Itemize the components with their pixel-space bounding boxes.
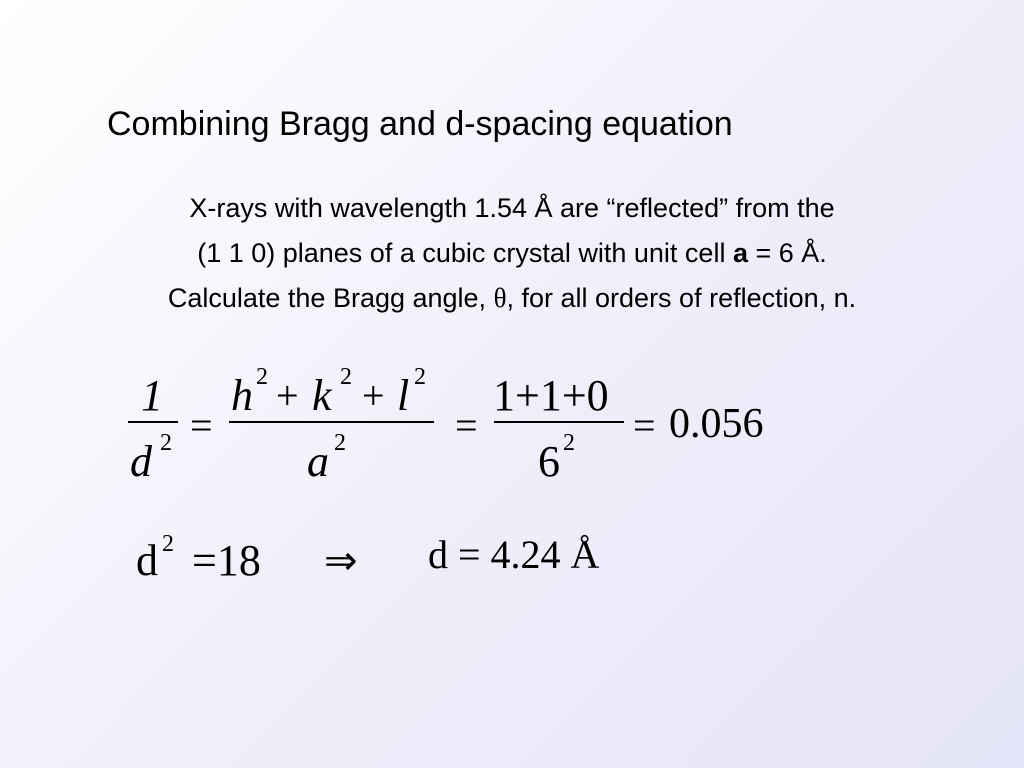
miller-index-l-exponent: 2	[414, 364, 426, 390]
unit-cell-a-exponent: 2	[334, 430, 346, 456]
equation-result: 0.056	[669, 401, 764, 447]
problem-statement	[0, 186, 1024, 321]
d-squared-exponent: 2	[162, 531, 174, 557]
problem-line-2-value: = 6 Å.	[747, 238, 827, 268]
numeric-denominator-exponent: 2	[563, 430, 575, 456]
plus-sign-1: +	[276, 373, 299, 418]
lhs-denominator-exponent: 2	[160, 430, 172, 456]
equals-sign-2: =	[455, 403, 478, 448]
miller-index-h-exponent: 2	[256, 364, 268, 390]
problem-line-3-text: Calculate the Bragg angle,	[167, 283, 494, 313]
equals-sign-1: =	[190, 403, 213, 448]
numeric-fraction-bar	[494, 421, 624, 423]
lhs-numerator: 1	[141, 371, 163, 420]
problem-line-2-text: (1 1 0) planes of a cubic crystal with unit cell	[197, 238, 733, 268]
mid-fraction-bar	[229, 421, 434, 423]
unit-cell-a: a	[307, 437, 329, 486]
numeric-denominator: 6	[538, 437, 560, 486]
problem-line-2	[0, 231, 1024, 276]
problem-line-3-tail: , for all orders of reflection, n.	[506, 283, 857, 313]
miller-index-k-exponent: 2	[340, 364, 352, 390]
d-squared-base: d	[136, 536, 158, 585]
d-squared-value: =18	[192, 536, 261, 585]
slide-title: Combining Bragg and d-spacing equation	[107, 105, 733, 143]
problem-line-3	[0, 276, 1024, 321]
miller-index-l: l	[397, 371, 410, 420]
miller-index-h: h	[231, 371, 253, 420]
implies-arrow: ⇒	[324, 538, 358, 583]
numeric-numerator: 1+1+0	[493, 371, 609, 420]
theta-symbol: θ	[493, 283, 507, 313]
problem-line-1: X-rays with wavelength 1.54 Å are “reflected” from the	[189, 193, 835, 223]
plus-sign-2: +	[362, 373, 385, 418]
lhs-fraction-bar	[128, 421, 178, 423]
equals-sign-3: =	[633, 403, 656, 448]
unit-cell-symbol: a	[732, 238, 748, 268]
d-spacing-result: d = 4.24 Å	[428, 532, 600, 577]
miller-index-k: k	[312, 371, 332, 420]
lhs-denominator: d	[130, 437, 152, 486]
